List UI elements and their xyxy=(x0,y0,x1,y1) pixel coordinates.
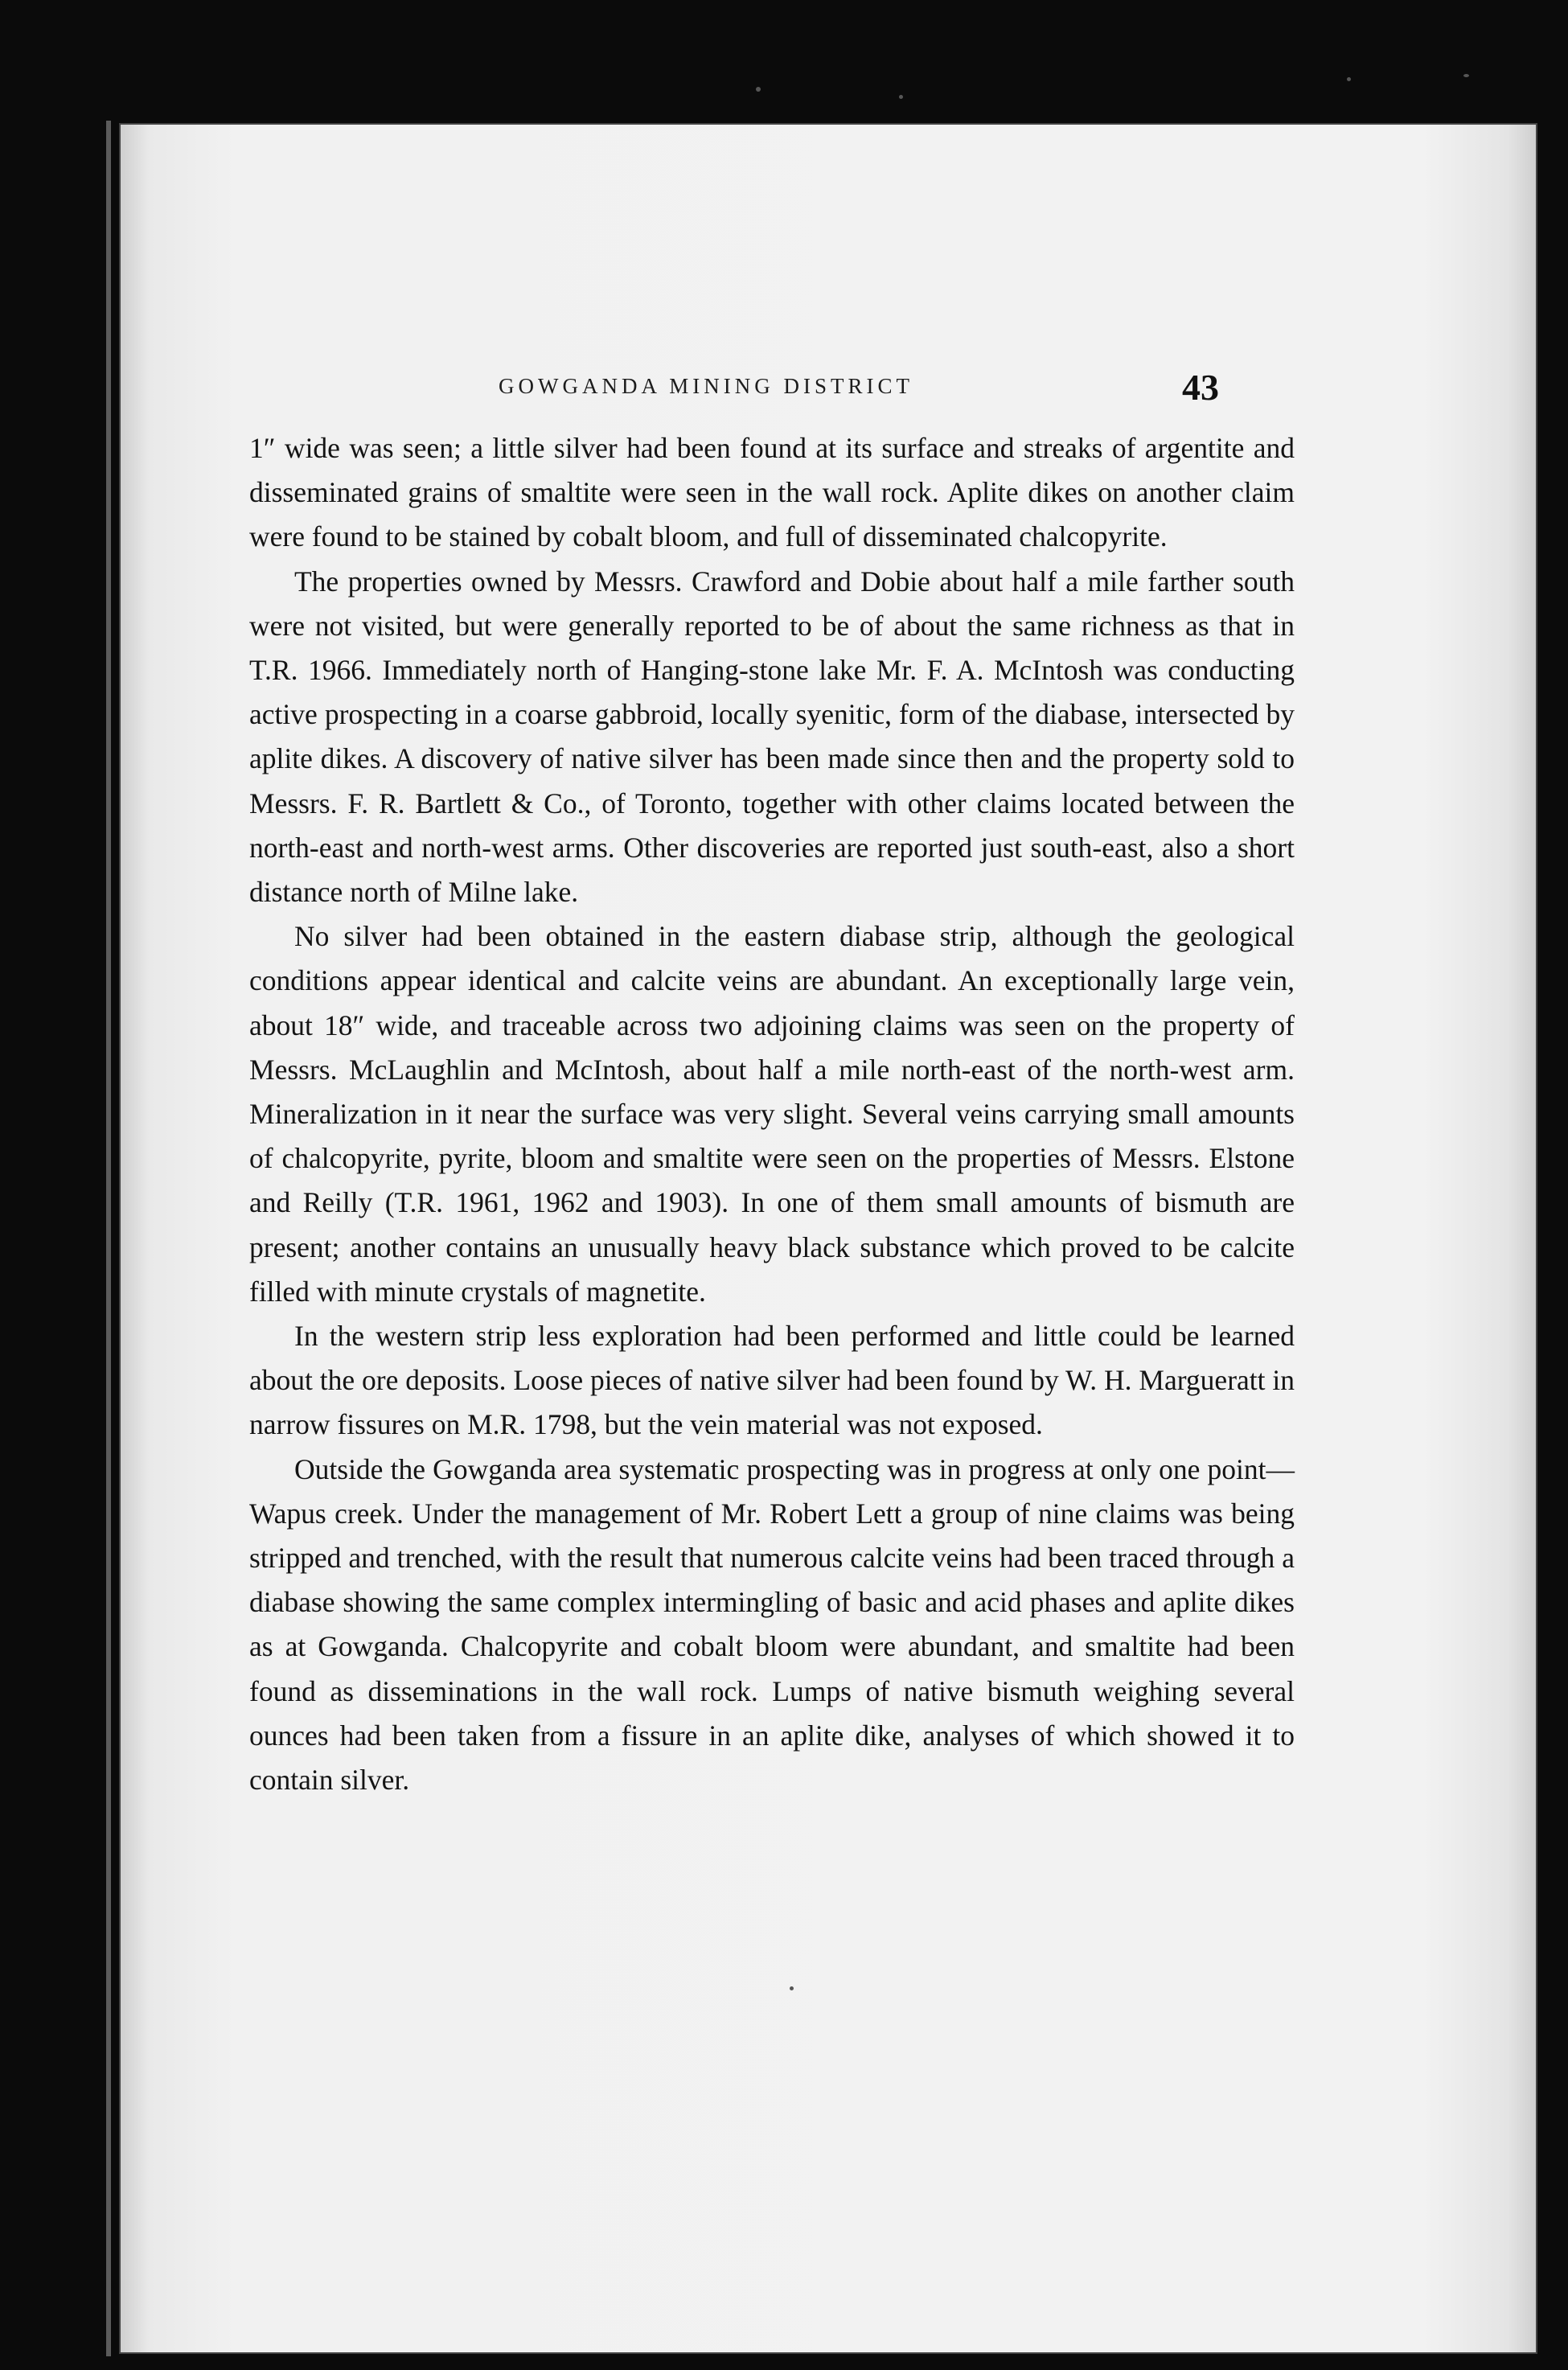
dust-speck xyxy=(1347,77,1351,81)
paragraph: No silver had been obtained in the eastern diabase strip, although the geological conditions appear identical and calcite veins are abundant. An exceptionally large vein, about 18″ wide, and traceable across two adjoining claims was seen on the property of Messrs. McLaughlin and McIntosh, about half a mile north-east of the north-west arm. Mineralization in it near the surface was very slight. Several veins carrying small amounts of chalcopyrite, pyrite, bloom and smaltite were seen on the properties of Messrs. Elstone and Reilly (T.R. 1961, 1962 and 1903). In one of them small amounts of bismuth are present; another contains an unusually heavy black substance which proved to be calcite filled with minute crystals of magnetite. xyxy=(249,920,1295,1308)
paragraph: In the western strip less exploration had been performed and little could be learned about the ore deposits. Loose pieces of native silver had been found by W. H. Margueratt in narrow fissures on M.R. 1798, but the vein material was not exposed. xyxy=(249,1320,1295,1441)
dust-speck xyxy=(1463,74,1469,77)
running-head: GOWGANDA MINING DISTRICT xyxy=(499,374,913,398)
body-text xyxy=(249,426,1295,1802)
page-number: 43 xyxy=(1182,367,1219,408)
facing-page-edge xyxy=(106,121,111,2356)
page-header xyxy=(121,366,1536,414)
dust-speck xyxy=(756,87,761,92)
paragraph: 1″ wide was seen; a little silver had been found at its surface and streaks of argentite and disseminated grains of smaltite were seen in the wall rock. Aplite dikes on another claim were found to be stained by cobalt bloom, and full of disseminated chalcopyrite. xyxy=(249,432,1295,553)
book-page xyxy=(121,125,1536,2352)
ink-dot xyxy=(790,1986,794,1990)
paragraph: Outside the Gowganda area systematic prospecting was in progress at only one point—Wapus creek. Under the management of Mr. Robert Lett a group of nine claims was being stripped and trenched, with the result that numerous calcite veins had been traced through a diabase showing the same complex intermingling of basic and acid phases and aplite dikes as at Gowganda. Chalcopyrite and cobalt bloom were abundant, and smaltite had been found as disseminations in the wall rock. Lumps of native bismuth weighing several ounces had been taken from a fissure in an aplite dike, analyses of which showed it to contain silver. xyxy=(249,1452,1295,1797)
dust-speck xyxy=(899,95,903,99)
paragraph: The properties owned by Messrs. Crawford and Dobie about half a mile farther south were not visited, but were generally reported to be of about the same richness as that in T.R. 1966. Immediately north of Hanging-stone lake Mr. F. A. McIntosh was conducting active prospecting in a coarse gabbroid, locally syenitic, form of the diabase, intersected by aplite dikes. A discovery of native silver has been made since then and the property sold to Messrs. F. R. Bartlett & Co., of Toronto, together with other claims located between the north-east and north-west arms. Other discoveries are reported just south-east, also a short distance north of Milne lake. xyxy=(249,565,1295,909)
